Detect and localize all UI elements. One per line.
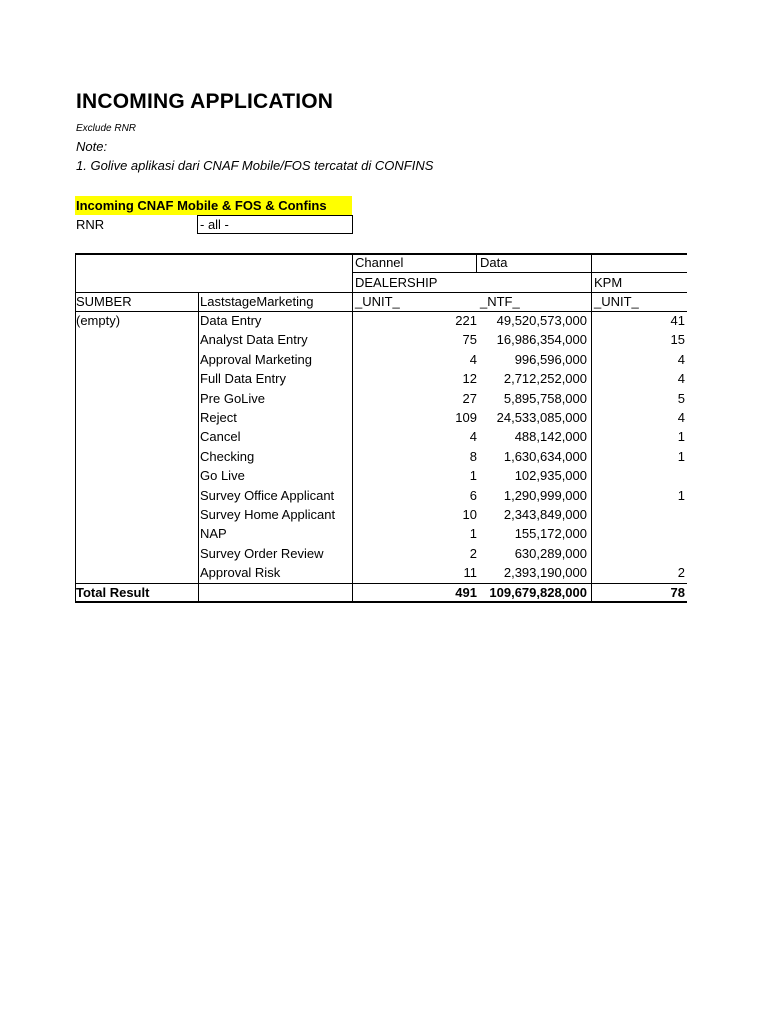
col-unit: _UNIT_ <box>355 294 400 309</box>
header-channel: Channel <box>355 255 404 270</box>
row-kpm-unit: 41 <box>670 313 685 328</box>
col-laststage: LaststageMarketing <box>200 294 314 309</box>
channel-kpm: KPM <box>594 275 623 290</box>
total-unit: 491 <box>455 585 477 600</box>
row-unit: 27 <box>462 390 477 406</box>
row-kpm-unit: 4 <box>677 371 685 387</box>
row-stage: Cancel <box>200 429 241 445</box>
row-stage: Survey Order Review <box>200 545 324 561</box>
row-ntf: 16,986,354,000 <box>496 332 587 348</box>
sumber-value: (empty) <box>76 313 121 328</box>
row-unit: 221 <box>455 313 477 328</box>
row-stage: Data Entry <box>200 313 262 328</box>
note-line-1: 1. Golive aplikasi dari CNAF Mobile/FOS tercatat di CONFINS <box>76 158 434 173</box>
divider-data-area <box>352 253 353 603</box>
row-kpm-unit: 1 <box>677 429 685 445</box>
divider-channel-data <box>476 253 477 273</box>
row-ntf: 1,290,999,000 <box>503 487 587 503</box>
row-ntf: 24,533,085,000 <box>496 410 587 425</box>
row-unit: 1 <box>469 526 477 542</box>
total-kpm-unit: 78 <box>670 585 685 600</box>
row-kpm-unit: 4 <box>677 410 685 425</box>
row-stage: Approval Risk <box>200 565 281 581</box>
channel-dealership: DEALERSHIP <box>355 275 438 290</box>
row-kpm-unit: 1 <box>677 448 685 464</box>
row-stage: Approval Marketing <box>200 351 312 367</box>
total-label: Total Result <box>76 585 150 600</box>
divider-kpm <box>591 253 592 603</box>
row-unit: 8 <box>469 448 477 464</box>
row-unit: 12 <box>462 371 477 387</box>
row-kpm-unit: 1 <box>677 487 685 503</box>
col-sumber: SUMBER <box>76 294 132 309</box>
row-unit: 10 <box>462 507 477 522</box>
row-stage: Analyst Data Entry <box>200 332 308 348</box>
row-ntf: 2,712,252,000 <box>503 371 587 387</box>
row-ntf: 5,895,758,000 <box>503 390 587 406</box>
row-stage: Full Data Entry <box>200 371 286 387</box>
pivot-table <box>75 253 687 603</box>
row-ntf: 102,935,000 <box>514 468 587 484</box>
row-unit: 4 <box>469 429 477 445</box>
note-label: Note: <box>76 139 108 154</box>
row-unit: 75 <box>462 332 477 348</box>
row-ntf: 630,289,000 <box>514 545 587 561</box>
row-unit: 109 <box>455 410 477 425</box>
rnr-filter-dropdown[interactable]: - all - <box>197 215 353 234</box>
total-ntf: 109,679,828,000 <box>489 585 587 600</box>
exclude-note: Exclude RNR <box>76 123 137 134</box>
row-kpm-unit: 2 <box>677 565 685 581</box>
row-unit: 6 <box>469 487 477 503</box>
page-title: INCOMING APPLICATION <box>76 90 334 113</box>
filter-header: Incoming CNAF Mobile & FOS & Confins <box>75 196 352 215</box>
row-stage: Survey Office Applicant <box>200 487 335 503</box>
col-kpm-unit: _UNIT_ <box>594 294 639 309</box>
header-data: Data <box>480 255 508 270</box>
col-ntf: _NTF_ <box>480 294 520 309</box>
row-ntf: 155,172,000 <box>514 526 587 542</box>
row-ntf: 49,520,573,000 <box>496 313 587 328</box>
rnr-filter-label: RNR <box>76 217 105 232</box>
row-ntf: 996,596,000 <box>514 351 587 367</box>
row-ntf: 488,142,000 <box>514 429 587 445</box>
row-unit: 2 <box>469 545 477 561</box>
row-unit: 4 <box>469 351 477 367</box>
row-stage: Checking <box>200 448 255 464</box>
row-stage: Reject <box>200 410 237 425</box>
row-ntf: 2,393,190,000 <box>503 565 587 581</box>
row-unit: 1 <box>469 468 477 484</box>
row-kpm-unit: 4 <box>677 351 685 367</box>
row-ntf: 1,630,634,000 <box>503 448 587 464</box>
row-stage: Go Live <box>200 468 245 484</box>
row-stage: Survey Home Applicant <box>200 507 336 522</box>
row-kpm-unit: 5 <box>677 390 685 406</box>
row-ntf: 2,343,849,000 <box>503 507 587 522</box>
divider-sumber <box>198 292 199 603</box>
row-unit: 11 <box>463 565 477 581</box>
row-kpm-unit: 15 <box>670 332 685 348</box>
row-stage: NAP <box>200 526 227 542</box>
row-stage: Pre GoLive <box>200 390 266 406</box>
